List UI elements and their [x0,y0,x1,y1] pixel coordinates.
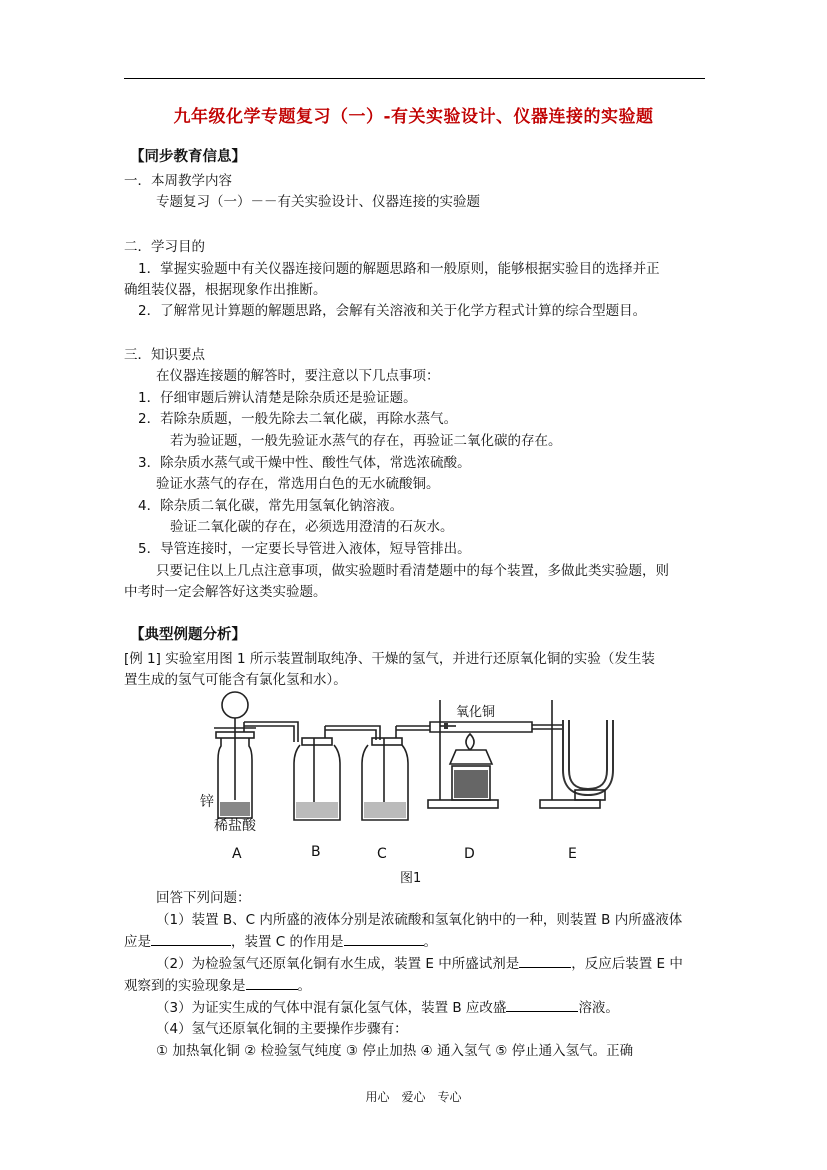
knowledge-intro: 在仪器连接题的解答时，要注意以下几点事项： [156,368,440,384]
label-c: C [377,846,387,862]
apparatus-figure [190,690,630,890]
section-heading-sync: 【同步教育信息】 [130,149,246,165]
heading-knowledge: 三．知识要点 [124,347,205,363]
page-footer: 用心 爱心 专心 [365,1090,462,1104]
purpose-2: 2．了解常见计算题的解题思路，会解有关溶液和关于化学方程式计算的综合型题目。 [138,303,647,319]
question-3: （3）为证实生成的气体中混有氯化氢气体，装置 B 应改盛 溶液。 [156,1000,619,1016]
label-a: A [232,846,242,862]
section-heading-examples: 【典型例题分析】 [130,627,246,643]
knowledge-6a: 只要记住以上几点注意事项，做实验题时看清楚题中的每个装置，多做此类实验题，则 [156,563,669,579]
label-cuo: 氧化铜 [456,705,496,720]
question-4b: ① 加热氧化铜 ② 检验氢气纯度 ③ 停止加热 ④ 通入氢气 ⑤ 停止通入氢气。正确 [156,1043,634,1059]
knowledge-2: 2．若除杂质题，一般先除去二氧化碳，再除水蒸气。 [138,411,458,427]
label-b: B [311,844,321,860]
label-acid: 稀盐酸 [214,818,256,834]
heading-purpose: 二．学习目的 [124,239,205,255]
example-1a: [例 1] 实验室用图 1 所示装置制取纯净、干燥的氢气，并进行还原氧化铜的实验（发生装 [124,651,655,667]
example-1b: 置生成的氢气可能含有氯化氢和水）。 [124,672,347,688]
label-d: D [464,846,475,862]
knowledge-4b: 验证二氧化碳的存在，必须选用澄清的石灰水。 [170,519,454,535]
alcohol-lamp-top [450,750,492,764]
questions-intro: 回答下列问题： [156,890,251,906]
content-line: 专题复习（一）－－有关实验设计、仪器连接的实验题 [156,194,480,210]
question-1b: 应是 ，装置 C 的作用是 。 [124,934,438,950]
answer-blank[interactable] [519,955,571,968]
answer-blank[interactable] [151,933,231,946]
knowledge-4: 4．除杂质二氧化碳，常先用氢氧化钠溶液。 [138,498,404,514]
purpose-1b: 确组装仪器，根据现象作出推断。 [124,282,327,298]
knowledge-5: 5．导管连接时，一定要长导管进入液体，短导管排出。 [138,541,471,557]
knowledge-3: 3．除杂质水蒸气或干燥中性、酸性气体，常选浓硫酸。 [138,455,471,471]
header-rule [124,78,705,79]
page-title: 九年级化学专题复习（一）-有关实验设计、仪器连接的实验题 [173,107,654,127]
answer-blank[interactable] [246,977,298,990]
funnel-bulb [222,692,248,718]
question-1a: （1）装置 B、C 内所盛的液体分别是浓硫酸和氢氧化钠中的一种，则装置 B 内所盛液体 [156,912,683,928]
label-zinc: 锌 [200,794,214,810]
knowledge-6b: 中考时一定会解答好这类实验题。 [124,584,327,600]
knowledge-2b: 若为验证题，一般先验证水蒸气的存在，再验证二氧化碳的存在。 [170,433,562,449]
question-2a: （2）为检验氢气还原氧化铜有水生成，装置 E 中所盛试剂是 ，反应后装置 E 中 [156,956,683,972]
purpose-1a: 1．掌握实验题中有关仪器连接问题的解题思路和一般原则，能够根据实验目的选择并正 [138,261,660,277]
figure-caption: 图1 [400,871,422,886]
knowledge-3b: 验证水蒸气的存在，常选用白色的无水硫酸铜。 [156,476,440,492]
answer-blank[interactable] [506,999,578,1012]
knowledge-1: 1．仔细审题后辨认清楚是除杂质还是验证题。 [138,390,417,406]
question-4: （4）氢气还原氧化铜的主要操作步骤有： [156,1021,408,1037]
heading-content: 一．本周教学内容 [124,173,232,189]
question-2b: 观察到的实验现象是 。 [124,978,311,994]
label-e: E [568,846,577,862]
answer-blank[interactable] [344,933,424,946]
u-tube [566,720,610,792]
